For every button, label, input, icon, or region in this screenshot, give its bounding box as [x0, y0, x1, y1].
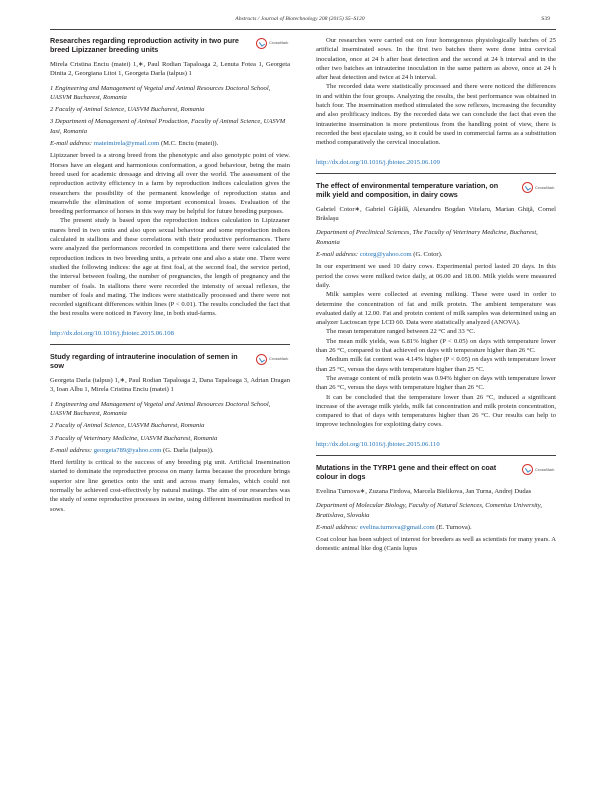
abstract-paragraph: The average content of milk protein was 0.94% higher on days with temperature lower than 26 °C, versus the days with temperature higher than 26 °C. [316, 374, 556, 392]
journal-citation: Abstracts / Journal of Biotechnology 208 (2015) S5–S120 [235, 16, 365, 22]
right-column [316, 36, 556, 554]
affiliations [50, 400, 290, 443]
abstract-paragraph: Our researches were carried out on four homogenous physiologically batches of 25 artificial inseminated sows. In the first two batches there were done intra cervical inoculation, once at 24 h after heat detection and the second at 24 h interval and in the other two batches an intrauterine inoculation in the same pattern as above, once at 24 h after heat detection and twice at 24 h interval. [316, 37, 556, 82]
article-tyrp1 [316, 463, 556, 554]
abstract-paragraph: Medium milk fat content was 4.14% higher (P < 0.05) on days with temperature lower than 25 °C, versus the days with temperature higher than 25 °C. [316, 356, 556, 373]
crossmark-icon[interactable] [256, 352, 290, 366]
affiliation: 1 Engineering and Management of Vegetal and Animal Resources Doctoral School, UASVM Bucharest, Romania [50, 84, 271, 101]
abstract-paragraph: In our experiment we used 10 dairy cows. Experimental period lasted 20 days. In this period the cows were milked twice daily, at 06.00 and 18.00. Milk yields were measured daily. [316, 263, 556, 289]
article-authors: Gabriel Cotor∗, Gabriel Gâjâilă, Alexandru Bogdan Vitelaru, Marian Ghiţă, Cornel Brăslaşu [316, 205, 556, 223]
email-link[interactable]: mateimirela@ymail.com [93, 140, 160, 148]
affiliation: 2 Faculty of Animal Science, UASVM Bucharest, Romania [50, 422, 205, 430]
crossmark-label: CrossMark [269, 40, 289, 46]
article-separator [50, 344, 290, 345]
crossmark-icon[interactable] [522, 463, 556, 477]
crossmark-logo-icon [256, 354, 267, 365]
crossmark-logo-icon [256, 38, 267, 49]
affiliations [316, 501, 556, 520]
email-label: E-mail address: [50, 446, 93, 454]
email-owner: (M.C. Enciu (matei)). [160, 140, 219, 148]
article-authors: Mirela Cristina Enciu (matei) 1,∗, Paul Rodian Tapaloaga 2, Lenuta Fotea 1, Georgeta Dinita 2, Georgiana Litoi 1, Georgeta Darla (talpus) 1 [50, 61, 290, 78]
article-dairy-cows [316, 181, 556, 449]
article-title: Researches regarding reproduction activity in two pure breed Lipizzaner breeding units [50, 36, 239, 54]
email-label: E-mail address: [50, 140, 93, 148]
article-authors: Georgeta Darla (talpus) 1,∗, Paul Rodian Tapaloaga 2, Dana Tapaloaga 3, Adrian Dragan 3, Ioan Albu 1, Mirela Cristina Enciu (matei) 1 [50, 377, 290, 394]
running-head [50, 16, 550, 28]
abstract-paragraph: Milk samples were collected at evening milking. These were used in order to determine the concentration of fat and milk protein. The ambient temperature was evaluated daily at 12.00. Fat and protein content of milk samples was determined using an analyzer Lactoscan type LCD 60. Data were statistically analyzed (ANOVA). [316, 291, 556, 327]
crossmark-logo-icon [522, 182, 533, 193]
doi-link[interactable]: http://dx.doi.org/10.1016/j.jbiotec.2015.06.109 [316, 158, 440, 166]
abstract-paragraph: The mean milk yields, was 6.81% higher (P < 0.05) on days with temperature lower than 26 °C, compared to that achieved on days with temperature higher than 26 °C. [316, 337, 556, 355]
abstract-paragraph: The mean temperature ranged between 22 °C and 33 °C. [326, 328, 476, 336]
email-link[interactable]: evelina.turnova@gmail.com [359, 523, 435, 531]
email-link[interactable]: georgeta789@yahoo.com [93, 446, 162, 454]
doi-link[interactable]: http://dx.doi.org/10.1016/j.jbiotec.2015.06.110 [316, 440, 440, 448]
email-line [50, 446, 290, 455]
article-lipizzaner [50, 36, 290, 338]
crossmark-label: CrossMark [535, 467, 555, 473]
crossmark-label: CrossMark [535, 185, 555, 191]
crossmark-logo-icon [522, 464, 533, 475]
affiliation: 1 Engineering and Management of Vegetal and Animal Resources Doctoral School, UASVM Bucharest, Romania [50, 400, 271, 417]
affiliations [50, 84, 290, 136]
abstract-paragraph: Coat colour has been subject of interest for breeders as well as scientists for many years. A domestic animal like dog (Canis lupus [316, 536, 556, 553]
affiliations [316, 228, 556, 247]
article-title: Mutations in the TYRP1 gene and their effect on coat colour in dogs [316, 462, 497, 481]
crossmark-label: CrossMark [269, 356, 289, 362]
article-separator [316, 455, 556, 456]
article-authors: Evelina Turnova∗, Zuzana Firdova, Marcela Bielikova, Jan Turna, Andrej Dudas [316, 487, 532, 495]
abstract-paragraph: Herd fertility is critical to the success of any breeding pig unit. Artificial Insemination started to dominate the reproductive process on many farms because the procedure brings superior sire line genetics onto the unit and across many females, which could not normally be achieved cost-effectively by natural matings. The aim of our researches was the study of some reproductive processes in swine, using different insemination method in sows. [50, 459, 290, 513]
affiliation: Department of Molecular Biology, Faculty of Natural Sciences, Comenius University, Bratislava, Slovakia [316, 502, 542, 519]
doi-link[interactable]: http://dx.doi.org/10.1016/j.jbiotec.2015.06.108 [50, 329, 174, 337]
article-separator [316, 173, 556, 174]
affiliation: 3 Faculty of Veterinary Medicine, UASVM Bucharest, Romania [50, 434, 218, 442]
email-line [50, 139, 290, 148]
affiliation: Department of Preclinical Sciences, The Faculty of Veterinary Medicine, Bucharest, Romania [316, 229, 538, 246]
article-title: Study regarding of intrauterine inoculation of semen in sow [50, 352, 238, 371]
email-label: E-mail address: [316, 523, 359, 531]
affiliation: 2 Faculty of Animal Science, UASVM Bucharest, Romania [50, 106, 205, 114]
article-title: The effect of environmental temperature variation, on milk yield and composition, in dairy cows [316, 180, 499, 199]
affiliation: 3 Department of Management of Animal Production, Faculty of Animal Science, UASVM Iasi, Romania [50, 118, 286, 135]
email-label: E-mail address: [316, 251, 359, 259]
abstract-paragraph: It can be concluded that the temperature lower than 26 °C, induced a significant increase of the average milk yields, milk fat concentration and milk protein concentration, compared to that of days with temperatures higher than 26 °C. Our results can help to improve technologies for exploiting dairy cows. [316, 393, 556, 429]
email-line [316, 250, 556, 259]
email-owner: (E. Turnova). [436, 523, 472, 531]
article-sow-inoculation [50, 352, 290, 514]
left-column [50, 36, 290, 514]
article-sow-inoculation-continued [316, 36, 556, 167]
abstract-paragraph: The present study is based upon the reproduction indices calculation in Lipizzaner mares bred in two units and also upon sexual behaviour and some reproduction indices calculated in stallions and these correlations with their productive performances. There were analyzed the performances recorded in competitions and there were calculated the reproduction indices in two breeding units, a private one and also a state one. There were studied the following indices: the age at first foal, at the second foal, the service period, the interval between foaling, the number of pregnancies, the length of pregnancy and the number of foals. In stallions there were recorded the intensity of sexual reflexes, the number of foals and mating. The indices were statistically processed and there were not recorded significant differences within lines (P < 0.01). The results concluded the fact that the best results were noticed in Favory line, in both stud-farms. [50, 217, 290, 318]
abstract-paragraph: The recorded data were statistically processed and there were noticed the differences in and within the four groups. Analyzing the results, the best performance was obtained in batch four. The insemination method stimulated the sow reflexes, increasing the fecundity and also prolificacy indices. By the recorded data we can conclude the fact that even the intrauterine insemination is more pretentious from the handling point of view, there is recorded the best ejaculate using, so it could be used in commercial farms as a substitution method comparatively the cervical inoculation. [316, 83, 556, 147]
email-owner: (G. Cotor). [413, 251, 443, 259]
page-number: S39 [541, 16, 550, 22]
crossmark-icon[interactable] [522, 181, 556, 195]
abstract-paragraph: Lipizzaner breed is a strong breed from the phenotypic and also genotypic point of view. Horses have an elegant and harmonious conformation, a good behaviour, being the main breed used for academic dressage and driving all over the world. The assessment of the reproduction activity efficiency in a farm by reproduction indices calculation gives the researchers the possibility of the permanent knowledge of reproduction status and meanwhile the elimination of some important economical losses. Evaluation of the breeding performance of horses in this way may be helpful for future breeding purposes. [50, 152, 290, 216]
email-link[interactable]: cotorg@yahoo.com [359, 251, 412, 259]
header-rule [50, 29, 556, 30]
email-owner: (G. Darla (talpus)). [163, 446, 214, 454]
email-line [316, 523, 556, 532]
crossmark-icon[interactable] [256, 36, 290, 50]
